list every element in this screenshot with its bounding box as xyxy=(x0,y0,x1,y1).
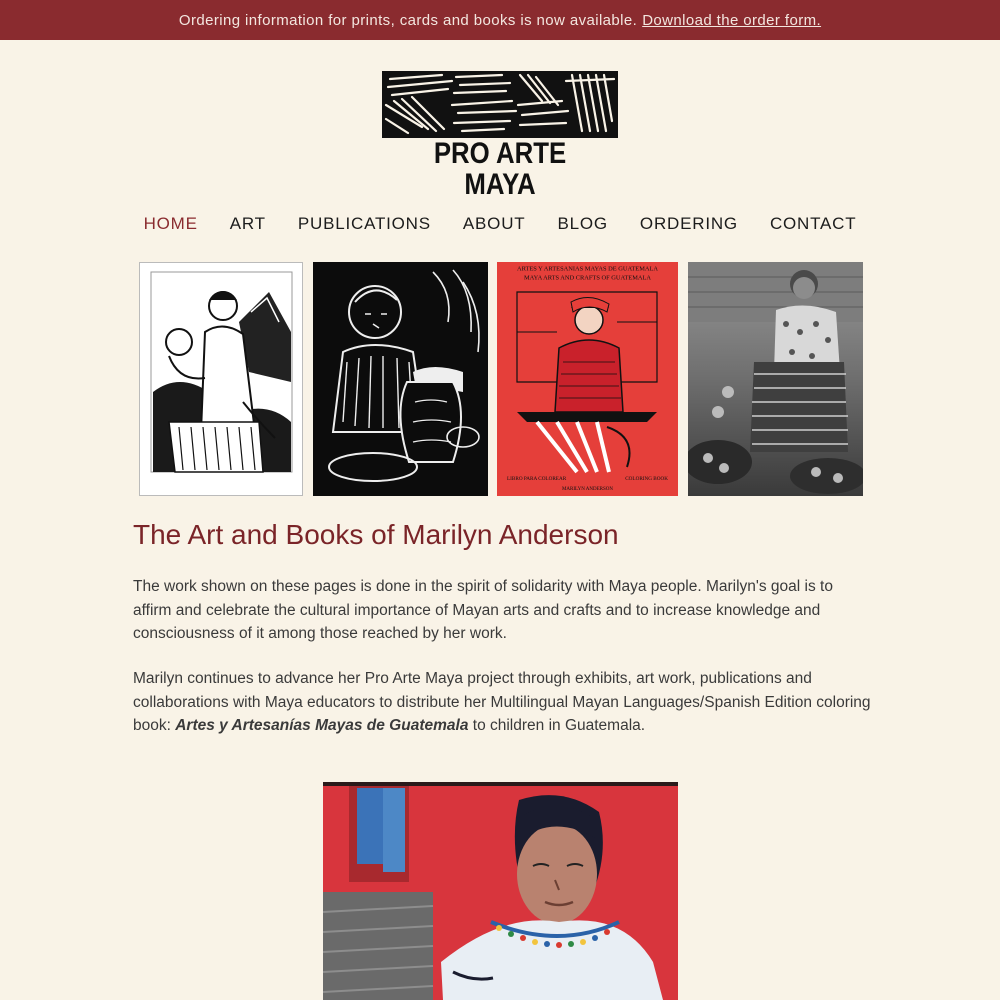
logo-woodcut-art xyxy=(382,71,618,138)
project-paragraph xyxy=(133,667,873,738)
nav-home[interactable]: HOME xyxy=(143,214,198,233)
main-nav xyxy=(0,211,1000,237)
gallery-image-potter[interactable] xyxy=(313,262,488,496)
book-title-emphasis: Artes y Artesanías Mayas de Guatemala xyxy=(175,717,469,734)
site-logo[interactable] xyxy=(382,71,618,201)
nav-publications[interactable]: PUBLICATIONS xyxy=(297,214,431,233)
cover-footer-right: COLORING BOOK xyxy=(625,476,668,482)
nav-about[interactable]: ABOUT xyxy=(462,214,526,233)
announcement-text: Ordering information for prints, cards and books is now available. xyxy=(178,11,638,29)
cover-title-en: MAYA ARTS AND CRAFTS OF GUATEMALA xyxy=(523,274,652,282)
project-text-after: to children in Guatemala. xyxy=(468,717,646,734)
intro-paragraph: The work shown on these pages is done in the spirit of solidarity with Maya people. Marilyn's goal is to affirm and celebrate the cultural importance of Mayan arts and crafts and to increase knowledge and consciousness of it among those reached by her work. xyxy=(133,578,833,642)
gallery-image-mother-child[interactable] xyxy=(139,262,303,496)
page-title: The Art and Books of Marilyn Anderson xyxy=(133,519,619,550)
nav-ordering[interactable]: ORDERING xyxy=(639,214,738,233)
announcement-bar xyxy=(0,0,1000,40)
nav-contact[interactable]: CONTACT xyxy=(769,214,857,233)
cover-title-es: ARTES Y ARTESANIAS MAYAS DE GUATEMALA xyxy=(516,265,659,273)
nav-art[interactable]: ART xyxy=(229,214,266,233)
cover-footer-left: LIBRO PARA COLOREAR xyxy=(507,476,567,482)
featured-painting[interactable] xyxy=(323,782,678,1000)
project-text-before: Marilyn continues to advance her Pro Arte Maya project through exhibits, art work, publications and collaborations with Maya educators to distribute her Multilingual Mayan Languages/Spanish Edition coloring book: xyxy=(133,670,871,734)
order-form-link[interactable]: Download the order form. xyxy=(642,11,822,29)
gallery-image-market-woman[interactable] xyxy=(688,262,863,496)
logo-text: PRO ARTE MAYA xyxy=(433,137,567,201)
nav-blog[interactable]: BLOG xyxy=(557,214,608,233)
gallery-image-book-cover[interactable] xyxy=(497,262,678,496)
cover-author: MARILYN ANDERSON xyxy=(561,487,614,492)
